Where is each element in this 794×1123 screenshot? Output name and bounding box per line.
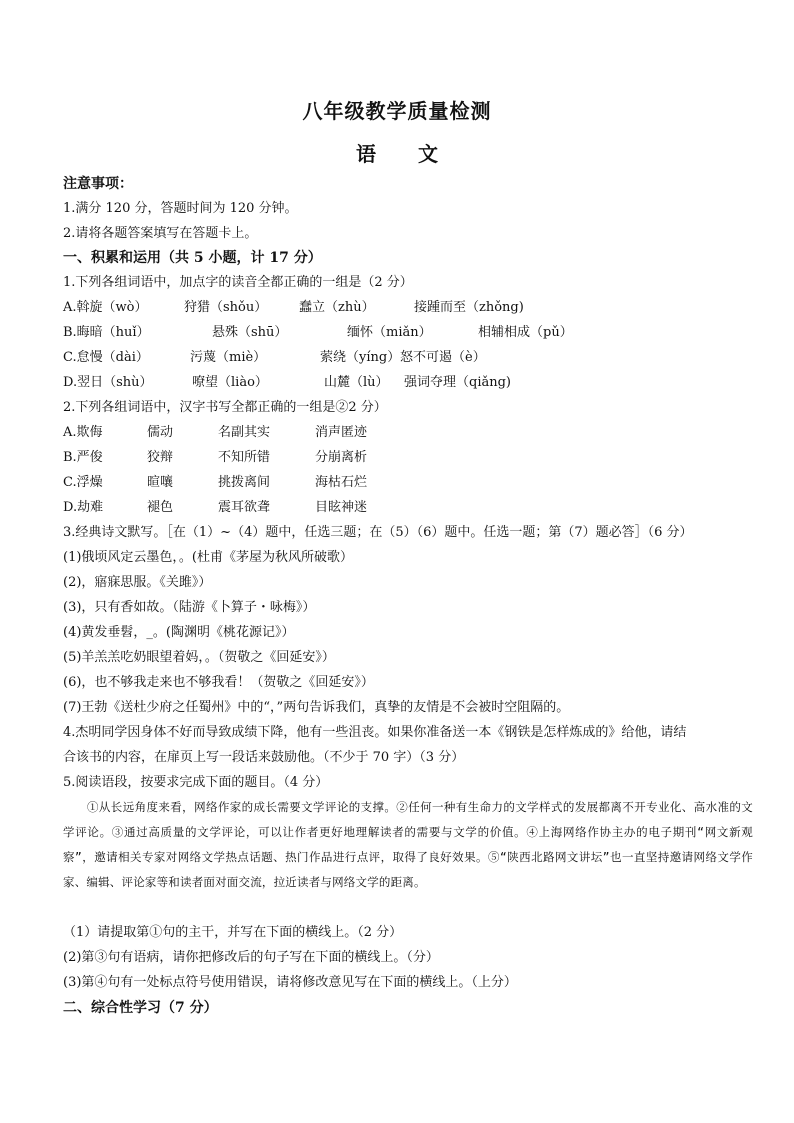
option-cell: 接踵而至（zhǒng) <box>414 300 524 315</box>
reading-passage: ①从长远角度来看，网络作家的成长需要文学评论的支撑。②任何一种有生命力的文学样式的发展都离不开专业化、高水准的文学评论。③通过高质量的文学评论，可以让作者更好地理解读者的需要与文学的价值。④上海网络作协主办的电子期刊“网文新观察”，邀请相关专家对网络文学热点话题、热门作品进行点评，取得了良好效果。⑤“陕西北路网文讲坛”也一直坚持邀请网络文学作家、编辑、评论家等和读者面对面交流，拉近读者与网络文学的距离。 <box>63 800 753 889</box>
recitation-item: (2)，寤寐思服。《关雎》） <box>63 575 212 590</box>
option-cell: C.浮燥 <box>63 475 103 490</box>
option-cell: D.劫难 <box>63 500 104 515</box>
option-cell: 相辅相成（pǔ） <box>478 325 573 340</box>
option-cell: B.严俊 <box>63 450 103 465</box>
option-cell: A.欺侮 <box>63 425 103 440</box>
option-cell: 震耳欲聋 <box>218 500 271 515</box>
notice-heading: 注意事项： <box>63 176 133 192</box>
recitation-item: (4)黄发垂髫，_。(陶渊明《桃花源记》） <box>63 625 295 640</box>
subject-char-right: 文 <box>418 142 438 166</box>
question-stem: 4.杰明同学因身体不好而导致成绩下降，他有一些沮丧。如果你准备送一本《钢铁是怎样炼成的》给他，请结 <box>63 725 687 740</box>
option-cell: A.斡旋（wò） <box>63 300 148 315</box>
option-cell: 儒动 <box>147 425 174 440</box>
option-cell: 山麓（lù） <box>324 375 389 390</box>
option-cell: 目眩神迷 <box>315 500 368 515</box>
question-stem: 5.阅读语段，按要求完成下面的题目。（4 分） <box>63 775 329 790</box>
question-stem-continued: 合该书的内容，在扉页上写一段话来鼓励他。（不少于 70 字）（3 分） <box>63 750 465 765</box>
option-cell: 悬殊（shū） <box>212 325 288 340</box>
question-stem: 3.经典诗文默写。［在（1）~（4）题中，任选三题；在（5）（6）题中。任选一题；第（7）题必答］（6 分） <box>63 525 693 540</box>
subject-char-left: 语 <box>356 142 376 166</box>
option-cell: 名副其实 <box>218 425 271 440</box>
subject-title <box>0 138 794 167</box>
recitation-item: (3)，只有香如故。（陆游《卜算子・咏梅》） <box>63 600 316 615</box>
option-cell: C.怠慢（dài） <box>63 350 149 365</box>
option-cell: 分崩离析 <box>315 450 368 465</box>
section-heading-2: 二、综合性学习（7 分） <box>63 1000 218 1016</box>
recitation-item: (6)，也不够我走来也不够我看！（贺敬之《回延安》） <box>63 675 374 690</box>
notice-item: 2.请将各题答案填写在答题卡上。 <box>63 226 258 241</box>
question-stem: 1.下列各组词语中，加点字的读音全都正确的一组是（2 分） <box>63 275 413 290</box>
option-cell: 挑拨离间 <box>218 475 271 490</box>
sub-question: (2)第③句有语病，请你把修改后的句子写在下面的横线上。（分） <box>63 950 439 965</box>
option-cell: 褪色 <box>147 500 174 515</box>
option-cell: 狩猎（shǒu） <box>184 300 268 315</box>
option-cell: 狡辩 <box>147 450 174 465</box>
question-stem: 2.下列各组词语中，汉字书写全都正确的一组是②2 分） <box>63 400 387 415</box>
option-cell: 嘹望（liào） <box>192 375 268 390</box>
option-cell: 缅怀（miǎn） <box>347 325 432 340</box>
option-cell: 萦绕（yíng） <box>320 350 401 365</box>
sub-question: （1）请提取第①句的主干，并写在下面的横线上。（2 分） <box>63 925 403 940</box>
exam-title: 八年级教学质量检测 <box>302 99 492 123</box>
recitation-item: (7)王勃《送杜少府之任蜀州》中的“，”两句告诉我们，真挚的友情是不会被时空阻隔的。 <box>63 700 570 715</box>
section-heading-1: 一、积累和运用（共 5 小题，计 17 分） <box>63 250 322 266</box>
sub-question: (3)第④句有一处标点符号使用错误，请将修改意见写在下面的横线上。（上分） <box>63 975 517 990</box>
option-cell: D.翌日（shù） <box>63 375 153 390</box>
option-cell: 蠢立（zhù） <box>299 300 375 315</box>
option-cell: 不知所错 <box>218 450 271 465</box>
notice-item: 1.满分 120 分，答题时间为 120 分钟。 <box>63 201 298 216</box>
option-cell: 海枯石烂 <box>315 475 368 490</box>
option-cell: 强词夺理（qiǎng) <box>404 375 511 390</box>
option-cell: B.晦暗（huǐ） <box>63 325 150 340</box>
recitation-item: (1)俄顷风定云墨色，。(杜甫《茅屋为秋风所破歌） <box>63 550 353 565</box>
option-cell: 污蔑（miè） <box>190 350 267 365</box>
recitation-item: (5)羊羔羔吃奶眼望着妈，。（贺敬之《回延安》） <box>63 650 335 665</box>
option-cell: 暄嚷 <box>147 475 174 490</box>
option-cell: 怒不可遏（è） <box>400 350 486 365</box>
option-cell: 消声匿迹 <box>315 425 368 440</box>
